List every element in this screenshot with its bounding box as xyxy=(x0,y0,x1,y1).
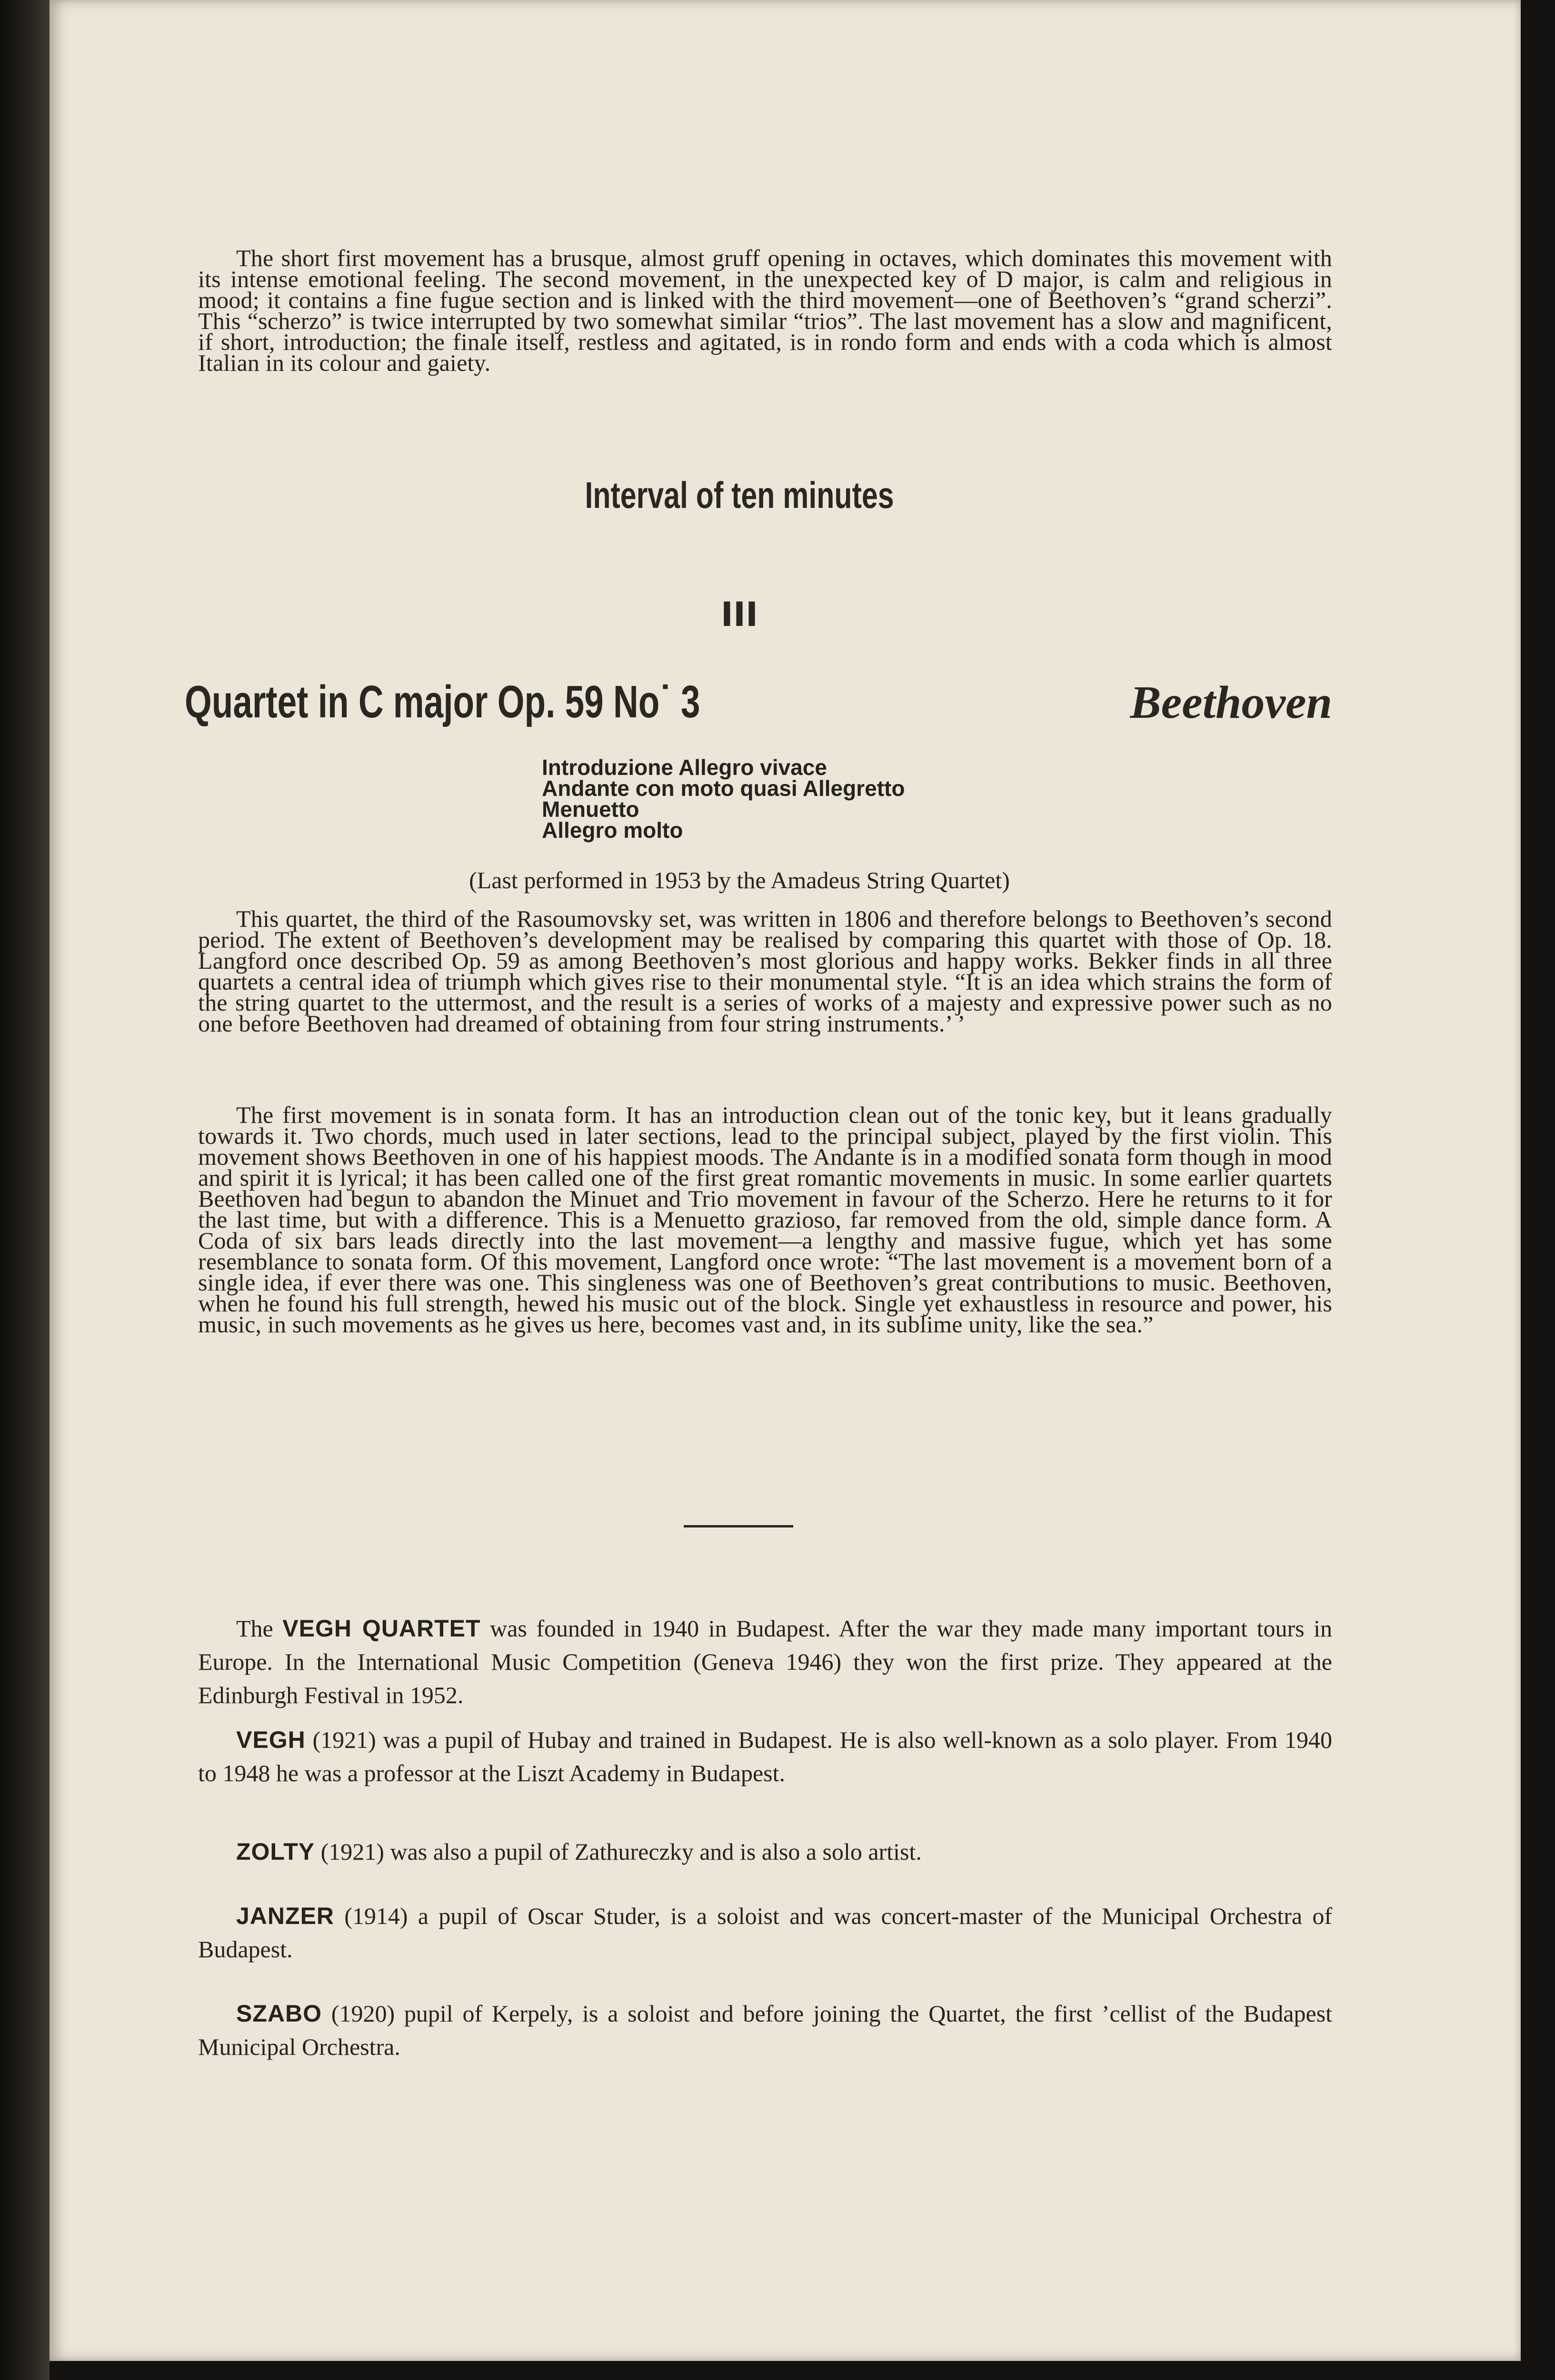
bio-text: was founded in 1940 in Budapest. After the war they made many important tours in Europe. In the International Music Competition (Geneva 1946) they won the first prize. They appeared at the Edinburgh Festival in 1952. xyxy=(198,1615,1332,1708)
performer-biography xyxy=(198,1997,1332,2063)
bio-text: (1914) a pupil of Oscar Studer, is a soloist and was concert-master of the Municipal Orchestra of Budapest. xyxy=(198,1903,1332,1963)
interval-heading: Interval of ten minutes xyxy=(585,474,894,516)
page-edge xyxy=(1521,0,1555,2380)
programme-note-paragraph: The first movement is in sonata form. It has an introduction clean out of the tonic key, but it leans gradually towards it. Two chords, much used in later sections, lead to the principal subject, played by the first violin. This movement shows Beethoven in one of his happiest moods. The Andante is in a modified sonata form though in mood and spirit it is lyrical; it has been called one of the first great romantic movements in music. In some earlier quartets Beethoven had begun to abandon the Minuet and Trio movement in favour of the Scherzo. Here he returns to it for the last time, but with a difference. This is a Menuetto grazioso, far removed from the old, simple dance form. A Coda of six bars leads directly into the last movement—a lengthy and massive fugue, which yet has some resemblance to sonata form. Of this movement, Langford once wrote: “The last movement is a movement born of a single idea, if ever there was one. This singleness was one of Beethoven’s great contributions to music. Beethoven, when he found his full strength, hewed his music out of the block. Single yet exhaustless in resource and power, his music, in such movements as he gives us here, becomes vast and, in its sublime unity, like the sea.” xyxy=(198,1101,1332,1338)
movement-item: Introduzione Allegro vivace xyxy=(542,755,827,780)
bio-text: (1921) was a pupil of Hubay and trained in Budapest. He is also well-known as a solo player. From 1940 to 1948 he was a professor at the Liszt Academy in Budapest. xyxy=(198,1726,1332,1786)
performer-biography xyxy=(198,1835,1332,1868)
programme-note-paragraph: This quartet, the third of the Rasoumovsky set, was written in 1806 and therefore belongs to Beethoven’s second period. The extent of Beethoven’s development may be realised by comparing this quartet with those of Op. 18. Langford once described Op. 59 as among Beethoven’s most glorious and happy works. Bekker finds in all three quartets a central idea of triumph which gives rise to their monumental style. “It is an idea which strains the form of the string quartet to the uttermost, and the result is a series of works of a majesty and expressive power such as no one before Beethoven had dreamed of obtaining from four string instruments.’ ’ xyxy=(198,905,1332,1037)
movement-list xyxy=(542,757,905,841)
performer-biography xyxy=(198,1899,1332,1966)
bio-name: VEGH xyxy=(236,1726,306,1753)
bio-text: (1920) pupil of Kerpely, is a soloist and before joining the Quartet, the first ’cellist of the Budapest Municipal Orchestra. xyxy=(198,2000,1332,2060)
part-number: III xyxy=(720,595,758,634)
bio-name: SZABO xyxy=(236,2000,322,2027)
work-title: Quartet in C major Op. 59 No˙ 3 xyxy=(185,676,700,727)
performer-biography xyxy=(198,1723,1332,1790)
bio-name: ZOLTY xyxy=(236,1838,315,1865)
composer-name: Beethoven xyxy=(1130,677,1332,728)
movement-item: Menuetto xyxy=(542,797,639,822)
bio-name: JANZER xyxy=(236,1903,335,1929)
movement-item: Andante con moto quasi Allegretto xyxy=(542,776,905,801)
bio-prefix: The xyxy=(236,1615,283,1642)
last-performed-note: (Last performed in 1953 by the Amadeus String Quartet) xyxy=(469,867,1010,893)
work-title-row xyxy=(185,676,1332,728)
bio-name: VEGH QUARTET xyxy=(282,1615,481,1642)
previous-work-notes: The short first movement has a brusque, almost gruff opening in octaves, which dominates this movement with its intense emotional feeling. The second movement, in the unexpected key of D major, is calm and religious in mood; it contains a fine fugue section and is linked with the third movement—one of Beethoven’s “grand scherzi”. This “scherzo” is twice interrupted by two somewhat similar “trios”. The last movement has a slow and magnificent, if short, introduction; the finale itself, restless and agitated, is in rondo form and ends with a coda which is almost Italian in its colour and gaiety. xyxy=(198,245,1332,376)
ensemble-biography xyxy=(198,1612,1332,1712)
section-divider xyxy=(684,1525,793,1527)
book-spine-shadow xyxy=(0,0,57,2380)
bio-text: (1921) was also a pupil of Zathureczky and is also a solo artist. xyxy=(315,1838,922,1865)
page-bottom-edge xyxy=(50,2361,1555,2380)
movement-item: Allegro molto xyxy=(542,818,683,843)
